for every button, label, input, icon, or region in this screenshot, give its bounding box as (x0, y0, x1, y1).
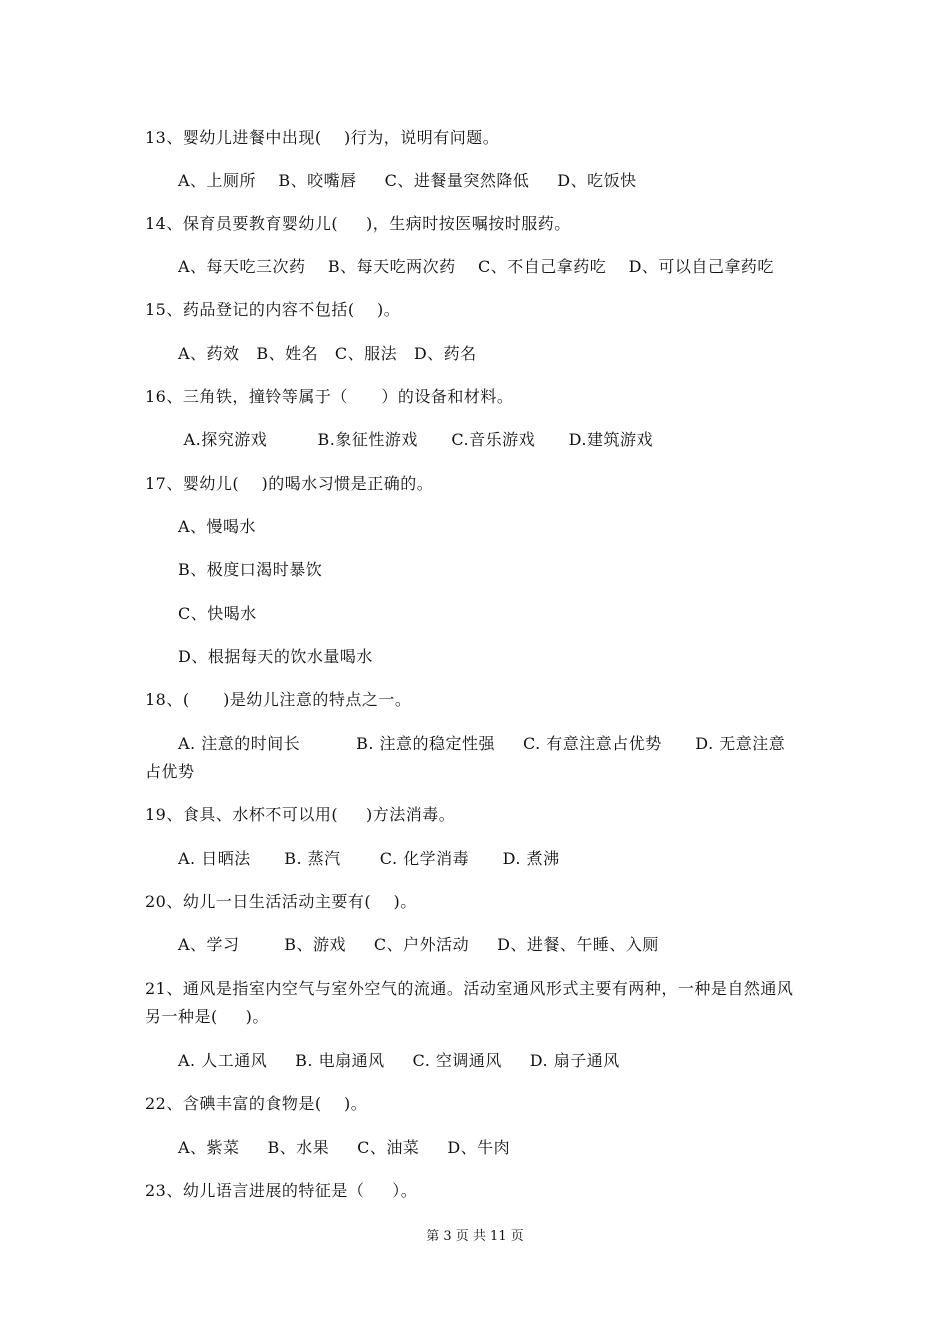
question-18: 18、( )是幼儿注意的特点之一。 (145, 690, 412, 709)
question-19-options: A. 日晒法 B. 蒸汽 C. 化学消毒 D. 煮沸 (178, 849, 560, 868)
question-21-continued: 另一种是( )。 (145, 1007, 269, 1026)
question-17-option-c: C、快喝水 (178, 604, 257, 623)
question-14: 14、保育员要教育婴幼儿( )，生病时按医嘱按时服药。 (145, 214, 571, 233)
question-18-options: A. 注意的时间长 B. 注意的稳定性强 C. 有意注意占优势 D. 无意注意 (178, 734, 786, 753)
question-18-options-continued: 占优势 (145, 762, 195, 781)
question-17-option-b: B、极度口渴时暴饮 (178, 560, 323, 579)
question-14-options: A、每天吃三次药 B、每天吃两次药 C、不自己拿药吃 D、可以自己拿药吃 (178, 257, 774, 276)
question-17-option-a: A、慢喝水 (178, 517, 257, 536)
question-16: 16、三角铁，撞铃等属于（ ）的设备和材料。 (145, 387, 514, 406)
question-15: 15、药品登记的内容不包括( )。 (145, 300, 401, 319)
question-17: 17、婴幼儿( )的喝水习惯是正确的。 (145, 474, 434, 493)
question-23: 23、幼儿语言进展的特征是（ ）。 (145, 1181, 418, 1200)
question-16-options: A.探究游戏 B.象征性游戏 C.音乐游戏 D.建筑游戏 (178, 430, 653, 449)
question-22-options: A、紫菜 B、水果 C、油菜 D、牛肉 (178, 1138, 511, 1157)
page-footer: 第 3 页 共 11 页 (426, 1229, 524, 1244)
question-15-options: A、药效 B、姓名 C、服法 D、药名 (178, 344, 477, 363)
question-20-options: A、学习 B、游戏 C、户外活动 D、进餐、午睡、入厕 (178, 935, 659, 954)
question-22: 22、含碘丰富的食物是( )。 (145, 1094, 368, 1113)
question-19: 19、食具、水杯不可以用( )方法消毒。 (145, 805, 456, 824)
question-13-options: A、上厕所 B、咬嘴唇 C、进餐量突然降低 D、吃饭快 (178, 171, 637, 190)
question-21: 21、通风是指室内空气与室外空气的流通。活动室通风形式主要有两种，一种是自然通风 (145, 979, 794, 998)
question-21-options: A. 人工通风 B. 电扇通风 C. 空调通风 D. 扇子通风 (178, 1051, 620, 1070)
question-20: 20、幼儿一日生活活动主要有( )。 (145, 892, 417, 911)
question-13: 13、婴幼儿进餐中出现( )行为，说明有问题。 (145, 128, 500, 147)
question-17-option-d: D、根据每天的饮水量喝水 (178, 647, 373, 666)
